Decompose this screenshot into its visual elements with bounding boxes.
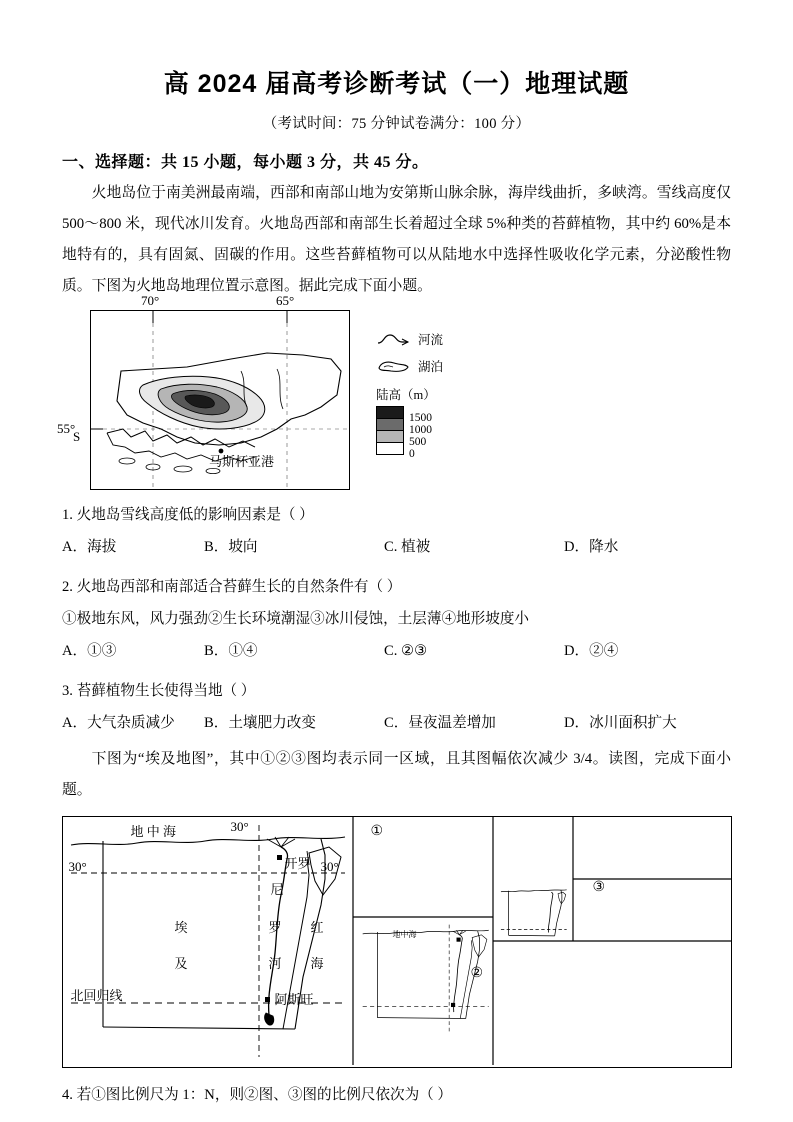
q2-option-b[interactable]: B．①④ <box>204 643 258 659</box>
fig2-label-red-2: 海 <box>310 956 324 971</box>
figure1-label-place: 马斯杯亚港 <box>209 454 275 469</box>
q3-option-b[interactable]: B．土壤肥力改变 <box>204 715 316 731</box>
fig2-panel-3-index: ③ <box>592 880 606 895</box>
q2-option-a[interactable]: A．①③ <box>62 643 117 659</box>
figure1-label-lon70: 70° <box>141 293 160 308</box>
legend-lake <box>376 357 443 375</box>
egypt-maps-svg <box>63 817 731 1065</box>
fig2-label-deg30-right: 30° <box>320 859 339 874</box>
question-3-options <box>62 708 731 738</box>
q3-option-a[interactable]: A．大气杂质减少 <box>62 715 175 731</box>
swatch-500 <box>376 430 404 442</box>
legend-lake-label: 湖泊 <box>418 360 444 374</box>
fig2-inner-mediterranean-label: 地中海 <box>392 930 417 939</box>
legend-river <box>376 330 443 348</box>
figure-1-legend <box>376 330 443 460</box>
fig2-label-tropic: 北回归线 <box>70 988 123 1003</box>
legend-tick-0: 0 <box>409 448 415 460</box>
q2-option-d[interactable]: D．②④ <box>564 643 619 659</box>
fig2-label-egypt-2: 及 <box>174 956 188 971</box>
figure-2-egypt-maps <box>62 816 732 1068</box>
fig2-panel-2-index: ② <box>470 966 484 981</box>
question-1-stem <box>62 500 731 530</box>
q1-option-b[interactable]: B．坡向 <box>204 539 258 555</box>
fig2-label-luo: 罗 <box>268 920 282 935</box>
fig2-label-aswan: 阿斯旺 <box>274 992 314 1007</box>
q3-option-d[interactable]: D．冰川面积扩大 <box>564 715 677 731</box>
river-icon <box>376 331 410 347</box>
question-4-stem <box>62 1080 731 1110</box>
fig2-label-nile-ni: 尼 <box>270 882 284 897</box>
legend-tick-1000: 1000 <box>409 424 432 436</box>
question-3-text: 苔藓植物生长使得当地（ ） <box>76 683 256 699</box>
q1-option-d[interactable]: D．降水 <box>564 539 619 555</box>
question-1-number: 1. <box>62 507 73 523</box>
swatch-1500 <box>376 406 404 418</box>
swatch-1000 <box>376 418 404 430</box>
swatch-0 <box>376 442 404 455</box>
figure1-label-latS: S <box>73 429 81 444</box>
fig2-panel-1-index: ① <box>370 824 384 839</box>
fig2-label-cairo: 开罗 <box>284 856 311 871</box>
figure1-label-lon65: 65° <box>276 293 295 308</box>
q1-option-c[interactable]: C. 植被 <box>384 539 431 555</box>
section-heading: 一、选择题：共 15 小题，每小题 3 分，共 45 分。 <box>62 154 429 171</box>
question-1-options <box>62 532 731 562</box>
legend-elevation-title: 陆高（m） <box>376 388 436 402</box>
legend-tick-labels <box>404 412 432 460</box>
figure-2-container <box>62 816 731 1068</box>
q3-option-c[interactable]: C．昼夜温差增加 <box>384 715 496 731</box>
passage-2: 下图为“埃及地图”，其中①②③图均表示同一区域，且其图幅依次减少 3/4。读图，完成下面小题。 <box>62 751 731 798</box>
fig2-label-red-1: 红 <box>310 920 324 935</box>
figure-1-container <box>57 293 731 490</box>
q1-option-a[interactable]: A．海拔 <box>62 539 117 555</box>
question-1-text: 火地岛雪线高度低的影响因素是（ ） <box>76 507 314 523</box>
question-2-subline: ①极地东风，风力强劲②生长环境潮湿③冰川侵蚀，土层薄④地形坡度小 <box>62 611 530 627</box>
question-3-number: 3. <box>62 683 73 699</box>
q2-option-c[interactable]: C. ②③ <box>384 643 428 659</box>
fig2-label-he: 河 <box>268 956 282 971</box>
fig2-label-deg30-top: 30° <box>230 819 249 834</box>
figure-1-map <box>57 293 350 490</box>
question-2-options <box>62 636 731 666</box>
question-2-number: 2. <box>62 579 73 595</box>
lake-icon <box>376 358 410 374</box>
fig2-label-mediterranean: 地 中 海 <box>130 824 177 839</box>
question-4-text: 若①图比例尺为 1：N，则②图、③图的比例尺依次为（ ） <box>76 1087 452 1103</box>
legend-tick-1500: 1500 <box>409 412 432 424</box>
question-2-stem <box>62 572 731 602</box>
fig2-label-egypt-1: 埃 <box>174 920 188 935</box>
legend-river-label: 河流 <box>418 333 444 347</box>
fig2-label-deg30-left: 30° <box>68 859 87 874</box>
legend-tick-500: 500 <box>409 436 427 448</box>
legend-elevation-scale <box>376 406 443 460</box>
figure1-label-lat55: 55° <box>57 421 76 436</box>
exam-info: （考试时间：75 分钟试卷满分：100 分） <box>262 116 531 132</box>
question-3-stem <box>62 676 731 706</box>
passage-1: 火地岛位于南美洲最南端，西部和南部山地为安第斯山脉余脉，海岸线曲折，多峡湾。雪线高度仅500～800 米，现代冰川发育。火地岛西部和南部生长着超过全球 5%种类的苔藓植物，其中约 60%是本地特有的，具有固氮、固碳的作用。这些苔藓植物可以从陆地水中选择性吸收化学元素，分泌酸性物质。下图为火地岛地理位置示意图。据此完成下面小题。 <box>62 185 731 294</box>
legend-swatches <box>376 406 404 460</box>
page-title: 高 2024 届高考诊断考试（一）地理试题 <box>163 70 630 98</box>
question-4-number: 4. <box>62 1087 73 1103</box>
question-2-text: 火地岛西部和南部适合苔藓生长的自然条件有（ ） <box>76 579 402 595</box>
